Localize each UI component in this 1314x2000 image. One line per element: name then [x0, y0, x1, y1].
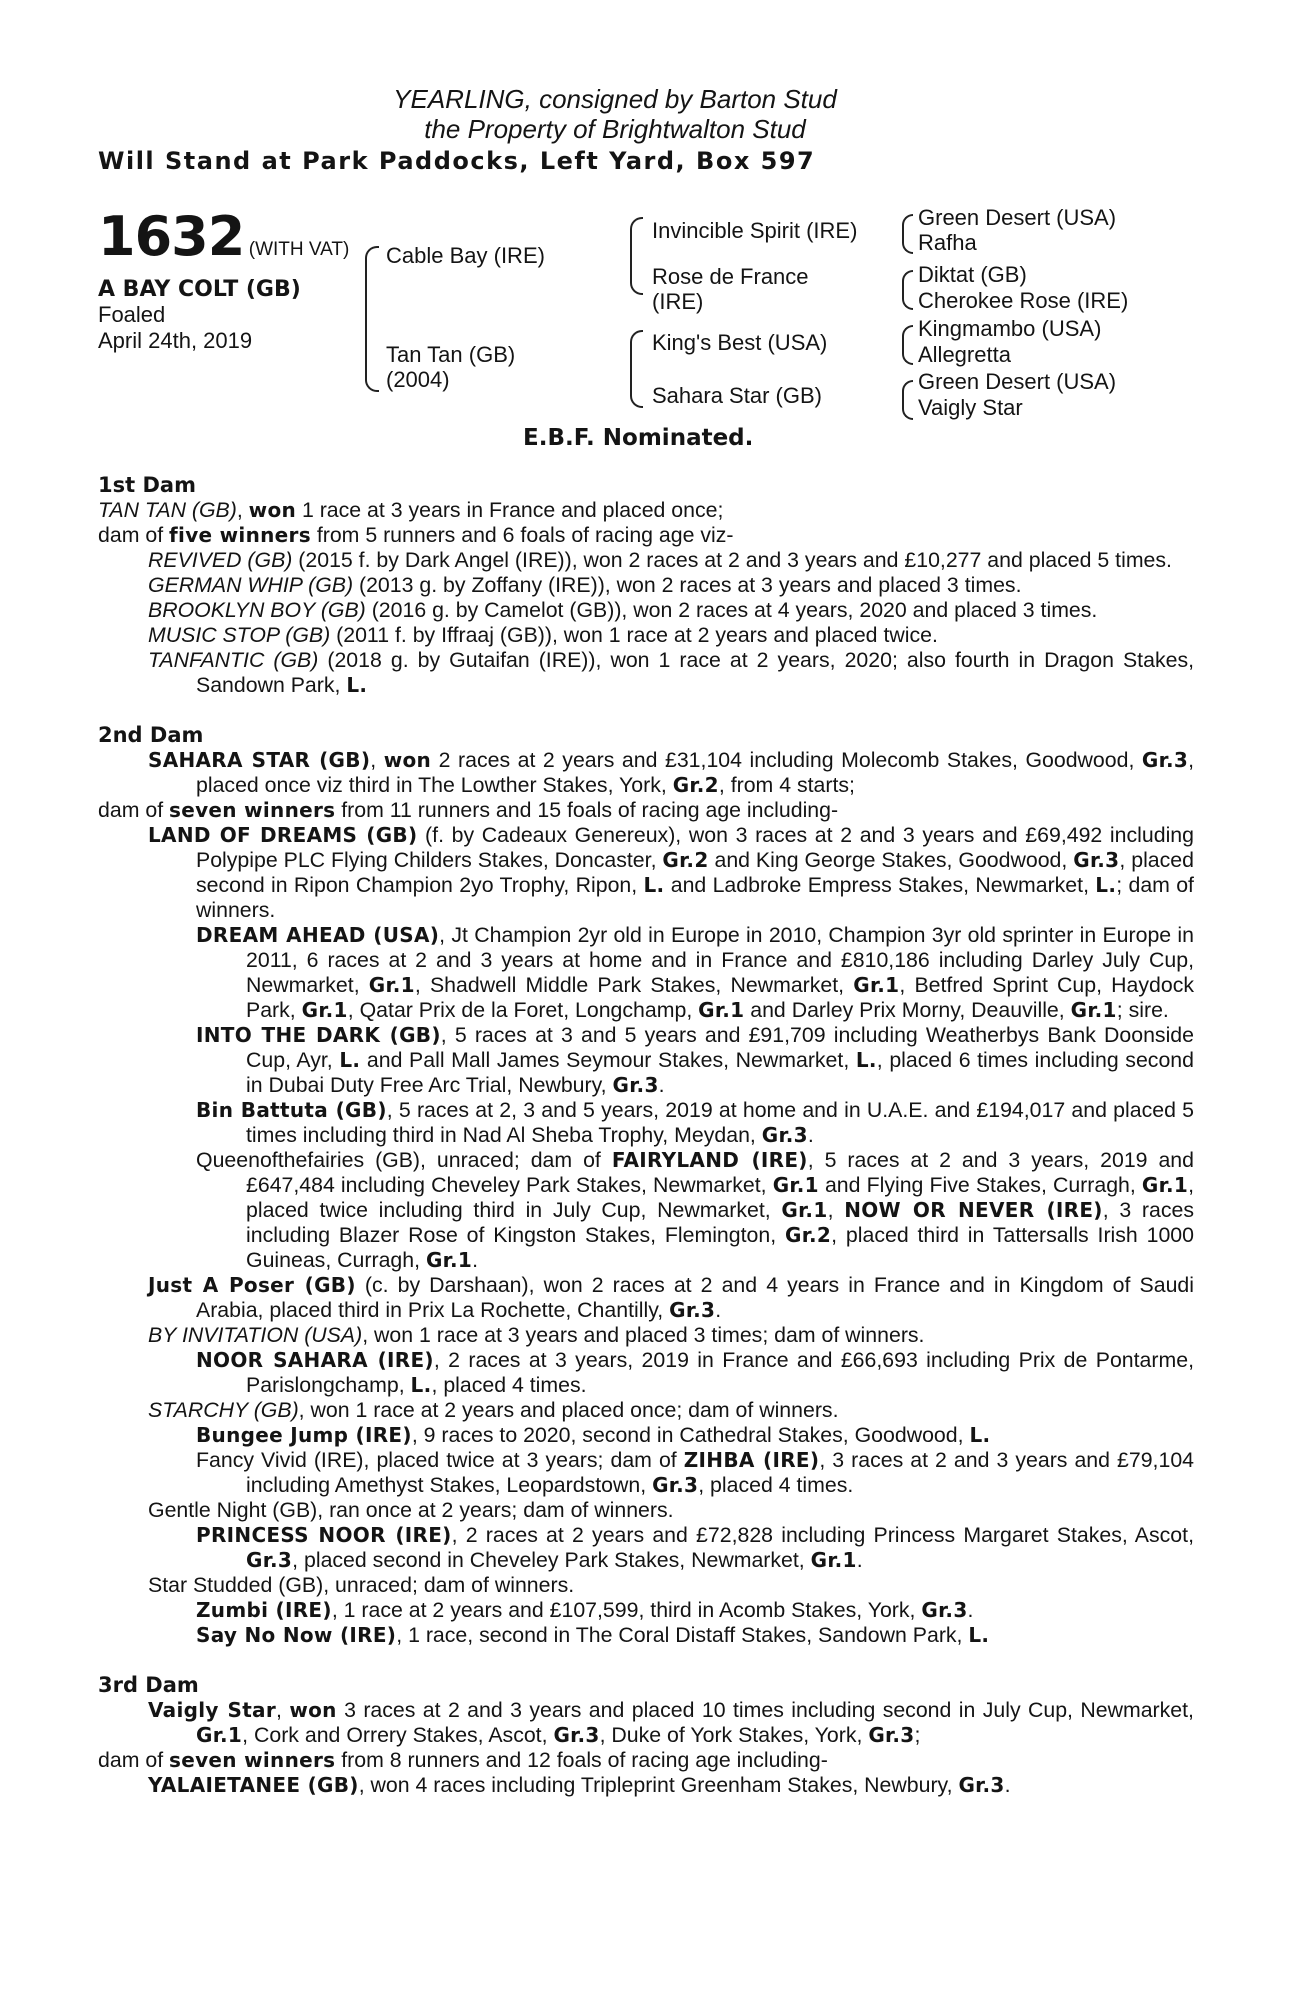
- bold-run: won: [248, 498, 297, 522]
- bold-run: Gr.3: [1073, 848, 1120, 872]
- sire-dam-line-1: Rose de France: [652, 264, 809, 289]
- text-run: , 1 race at 2 years and £107,599, third in Acomb Stakes, York,: [331, 1598, 922, 1622]
- bold-run: Vaigly Star: [148, 1698, 277, 1722]
- text-run: , 1 race, second in The Coral Distaff Stakes, Sandown Park,: [396, 1623, 969, 1647]
- bold-run: Gr.3: [761, 1123, 808, 1147]
- text-run: , 9 races to 2020, second in Cathedral Stakes, Goodwood,: [411, 1423, 970, 1447]
- bold-run: Gr.3: [246, 1548, 293, 1572]
- text-run: , Shadwell Middle Park Stakes, Newmarket,: [414, 973, 854, 997]
- record-paragraph: [98, 548, 1194, 573]
- text-run: and King George Stakes, Goodwood,: [708, 848, 1074, 872]
- italic-run: STARCHY (GB): [148, 1398, 299, 1422]
- record-paragraph: [98, 1348, 1194, 1398]
- record-paragraph: [98, 798, 1194, 823]
- sire-dam-dam: Cherokee Rose (IRE): [918, 288, 1129, 313]
- record-paragraph: [98, 823, 1194, 923]
- bold-run: L.: [410, 1373, 432, 1397]
- text-run: , won 1 race at 2 years and placed once; dam of winners.: [298, 1398, 839, 1422]
- bold-run: Gr.3: [921, 1598, 968, 1622]
- bold-run: Gr.1: [196, 1723, 243, 1747]
- text-run: .: [658, 1073, 665, 1097]
- bold-run: Gr.1: [301, 998, 348, 1022]
- header-line-2: the Property of Brightwalton Stud: [424, 114, 806, 144]
- bold-run: Gr.3: [553, 1723, 600, 1747]
- text-run: .: [1004, 1773, 1011, 1797]
- record-paragraph: [98, 1098, 1194, 1148]
- text-run: , Jt Champion 2yr old in Europe in 2010, Champion 3yr old sprinter in Europe in 2011, 6 races at 2 and 3 years at home and in France and £810,186 including Darley July Cup, Newmarket,: [246, 923, 1194, 997]
- text-run: dam of: [98, 798, 170, 822]
- vat-note: (WITH VAT): [248, 239, 350, 260]
- text-run: (f. by Cadeaux Genereux), won 3 races at 2 and 3 years and £69,492 including Polypipe PLC Flying Childers Stakes, Doncaster,: [196, 823, 1194, 872]
- bold-run: Gr.1: [810, 1548, 857, 1572]
- text-run: dam of: [98, 1748, 170, 1772]
- text-run: 1 race at 3 years in France and placed once;: [296, 498, 724, 522]
- record-paragraph: [98, 1698, 1194, 1748]
- text-run: , 2 races at 2 years and £72,828 including Princess Margaret Stakes, Ascot,: [451, 1523, 1194, 1547]
- sire-sire-sire: Green Desert (USA): [918, 205, 1117, 230]
- bold-run: ZIHBA (IRE): [683, 1448, 820, 1472]
- text-run: (2016 g. by Camelot (GB)), won 2 races at 4 years, 2020 and placed 3 times.: [365, 598, 1098, 622]
- bold-run: SAHARA STAR (GB): [148, 748, 371, 772]
- record-paragraph: [98, 573, 1194, 598]
- text-run: 3 races at 2 and 3 years and placed 10 times including second in July Cup, Newmarket,: [336, 1698, 1194, 1722]
- second-dam-heading: 2nd Dam: [98, 723, 204, 747]
- text-run: dam of: [98, 523, 170, 547]
- bold-run: L.: [643, 873, 665, 897]
- sire: Cable Bay (IRE): [386, 243, 545, 268]
- record-paragraph: [98, 498, 1194, 523]
- bold-run: L.: [1095, 873, 1117, 897]
- text-run: from 5 runners and 6 foals of racing age viz-: [310, 523, 734, 547]
- record-paragraph: [98, 623, 1194, 648]
- text-run: , 3 races at 2 and 3 years and £79,104 including Amethyst Stakes, Leopardstown,: [246, 1448, 1195, 1497]
- text-run: , placed twice including third in July Cup, Newmarket,: [246, 1173, 1194, 1222]
- bold-run: Gr.1: [1070, 998, 1117, 1022]
- italic-run: REVIVED (GB): [148, 548, 293, 572]
- text-run: (c. by Darshaan), won 2 races at 2 and 4 years in France and in Kingdom of Saudi Arabia, placed third in Prix La Rochette, Chantilly,: [196, 1273, 1194, 1322]
- bold-run: seven winners: [169, 798, 336, 822]
- text-run: Queenofthefairies (GB), unraced; dam of: [196, 1148, 612, 1172]
- dam-sire: King's Best (USA): [652, 330, 828, 355]
- sire-dam-line-2: (IRE): [652, 289, 704, 314]
- dam-dam-dam: Vaigly Star: [918, 395, 1023, 420]
- bold-run: Gr.1: [1141, 1173, 1189, 1197]
- bold-run: Gr.3: [1141, 748, 1189, 772]
- text-run: , 5 races at 2 and 3 years, 2019 and £647,484 including Cheveley Park Stakes, Newmarket,: [246, 1148, 1194, 1197]
- dam-parents-bracket: [630, 330, 643, 408]
- record-paragraph: [98, 1523, 1194, 1573]
- text-run: , 5 races at 3 and 5 years and £91,709 including Weatherbys Bank Doonside Cup, Ayr,: [246, 1023, 1194, 1072]
- record-paragraph: [98, 1323, 1194, 1348]
- dam-dam-sire: Green Desert (USA): [918, 369, 1117, 394]
- record-paragraph: [98, 1148, 1194, 1273]
- bold-run: L.: [346, 673, 368, 697]
- dam-sire-dam: Allegretta: [918, 342, 1011, 367]
- sire-dam-sire: Diktat (GB): [918, 262, 1027, 287]
- text-run: , placed 4 times.: [698, 1473, 854, 1497]
- text-run: , placed 4 times.: [431, 1373, 587, 1397]
- record-paragraph: [98, 648, 1194, 698]
- text-run: , 5 races at 2, 3 and 5 years, 2019 at home and in U.A.E. and £194,017 and placed 5 times including third in Nad Al Sheba Trophy, Meydan,: [246, 1098, 1194, 1147]
- bracket-dd: [902, 380, 913, 420]
- sire-parents-bracket: [630, 217, 643, 295]
- text-run: (2011 f. by Iffraaj (GB)), won 1 race at 2 years and placed twice.: [330, 623, 938, 647]
- text-run: 2 races at 2 years and £31,104 including Molecomb Stakes, Goodwood,: [431, 748, 1142, 772]
- bold-run: Just A Poser (GB): [148, 1273, 356, 1297]
- bold-run: Gr.1: [368, 973, 415, 997]
- text-run: ; dam of winners.: [196, 873, 1194, 922]
- record-paragraph: [98, 1623, 1194, 1648]
- record-paragraph: [98, 598, 1194, 623]
- bold-run: FAIRYLAND (IRE): [611, 1148, 808, 1172]
- bold-run: L.: [968, 1623, 990, 1647]
- stand-location: Will Stand at Park Paddocks, Left Yard, Box 597: [98, 147, 816, 175]
- record-paragraph: [98, 1423, 1194, 1448]
- text-run: .: [715, 1298, 722, 1322]
- record-paragraph: [98, 1448, 1194, 1498]
- bold-run: INTO THE DARK (GB): [196, 1023, 441, 1047]
- bold-run: NOW OR NEVER (IRE): [844, 1198, 1103, 1222]
- ebf-nominated: E.B.F. Nominated.: [523, 425, 754, 451]
- italic-run: TANFANTIC (GB): [148, 648, 319, 672]
- bold-run: Gr.1: [772, 1173, 819, 1197]
- record-paragraph: [98, 1023, 1194, 1098]
- sire-dam-bracket: [365, 246, 379, 392]
- bold-run: L.: [855, 1048, 877, 1072]
- text-run: ,: [276, 1698, 290, 1722]
- text-run: ; sire.: [1116, 998, 1169, 1022]
- bold-run: Gr.1: [853, 973, 900, 997]
- text-run: (2013 g. by Zoffany (IRE)), won 2 races at 3 years and placed 3 times.: [353, 573, 1022, 597]
- bold-run: L.: [339, 1048, 361, 1072]
- italic-run: MUSIC STOP (GB): [148, 623, 331, 647]
- text-run: , won 4 races including Tripleprint Greenham Stakes, Newbury,: [358, 1773, 959, 1797]
- bold-run: Gr.1: [698, 998, 745, 1022]
- text-run: , Cork and Orrery Stakes, Ascot,: [242, 1723, 554, 1747]
- bracket-ds: [902, 325, 913, 365]
- bold-run: Gr.3: [612, 1073, 659, 1097]
- text-run: .: [856, 1548, 863, 1572]
- text-run: .: [807, 1123, 814, 1147]
- bold-run: Gr.3: [669, 1298, 716, 1322]
- text-run: ,: [370, 748, 384, 772]
- record-paragraph: [98, 748, 1194, 798]
- text-run: Fancy Vivid (IRE), placed twice at 3 years; dam of: [196, 1448, 684, 1472]
- text-run: (2015 f. by Dark Angel (IRE)), won 2 races at 2 and 3 years and £10,277 and placed 5 times.: [292, 548, 1172, 572]
- record-paragraph: [98, 1398, 1194, 1423]
- text-run: , placed second in Cheveley Park Stakes, Newmarket,: [292, 1548, 811, 1572]
- text-run: , placed third in Tattersalls Irish 1000 Guineas, Curragh,: [246, 1223, 1194, 1272]
- dam: Tan Tan (GB): [386, 342, 516, 367]
- bold-run: DREAM AHEAD (USA): [196, 923, 440, 947]
- lot-block: [98, 205, 349, 268]
- bracket-ss: [902, 214, 913, 254]
- text-run: and Flying Five Stakes, Curragh,: [818, 1173, 1142, 1197]
- produce-record: [98, 473, 1194, 1798]
- text-run: , won 1 race at 3 years and placed 3 times; dam of winners.: [362, 1323, 925, 1347]
- bold-run: Gr.3: [958, 1773, 1005, 1797]
- dam-sire-sire: Kingmambo (USA): [918, 316, 1102, 341]
- sire-sire: Invincible Spirit (IRE): [652, 218, 858, 243]
- first-dam-paras: [98, 498, 1194, 698]
- text-run: , placed 6 times including second in Dubai Duty Free Arc Trial, Newbury,: [246, 1048, 1194, 1097]
- text-run: , 3 races including Blazer Rose of Kingston Stakes, Flemington,: [246, 1198, 1194, 1247]
- text-run: Gentle Night (GB), ran once at 2 years; dam of winners.: [148, 1498, 674, 1522]
- bold-run: Gr.1: [425, 1248, 473, 1272]
- text-run: , Duke of York Stakes, York,: [599, 1723, 869, 1747]
- text-run: , placed once viz third in The Lowther Stakes, York,: [196, 748, 1194, 797]
- second-dam-paras: [98, 748, 1194, 1648]
- text-run: .: [967, 1598, 974, 1622]
- text-run: Star Studded (GB), unraced; dam of winners.: [148, 1573, 575, 1597]
- bold-run: Say No Now (IRE): [196, 1623, 397, 1647]
- bold-run: Gr.1: [781, 1198, 828, 1222]
- bold-run: Bin Battuta (GB): [196, 1098, 387, 1122]
- italic-run: BROOKLYN BOY (GB): [148, 598, 366, 622]
- header-line-1: YEARLING, consigned by Barton Stud: [393, 84, 837, 114]
- bold-run: PRINCESS NOOR (IRE): [196, 1523, 452, 1547]
- record-paragraph: [98, 1273, 1194, 1323]
- text-run: .: [472, 1248, 479, 1272]
- bold-run: Zumbi (IRE): [196, 1598, 332, 1622]
- text-run: , Betfred Sprint Cup, Haydock Park,: [246, 973, 1194, 1022]
- bracket-sd: [902, 270, 913, 310]
- foaled-date: April 24th, 2019: [98, 328, 253, 353]
- bold-run: LAND OF DREAMS (GB): [148, 823, 418, 847]
- text-run: , Qatar Prix de la Foret, Longchamp,: [347, 998, 699, 1022]
- third-dam-heading: 3rd Dam: [98, 1673, 199, 1697]
- dam-dam: Sahara Star (GB): [652, 383, 822, 408]
- bold-run: Gr.3: [652, 1473, 699, 1497]
- italic-run: BY INVITATION (USA): [148, 1323, 363, 1347]
- bold-run: Gr.3: [868, 1723, 915, 1747]
- first-dam-heading: 1st Dam: [98, 473, 196, 497]
- record-paragraph: [98, 1598, 1194, 1623]
- text-run: and Ladbroke Empress Stakes, Newmarket,: [664, 873, 1096, 897]
- third-dam-paras: [98, 1698, 1194, 1798]
- text-run: and Pall Mall James Seymour Stakes, Newmarket,: [360, 1048, 856, 1072]
- text-run: ;: [914, 1723, 921, 1747]
- foaled-label: Foaled: [98, 302, 166, 327]
- record-paragraph: [98, 523, 1194, 548]
- text-run: (2018 g. by Gutaifan (IRE)), won 1 race at 2 years, 2020; also fourth in Dragon Stakes, Sandown Park,: [196, 648, 1195, 697]
- bold-run: five winners: [169, 523, 311, 547]
- bold-run: seven winners: [169, 1748, 336, 1772]
- text-run: ,: [827, 1198, 845, 1222]
- bold-run: Bungee Jump (IRE): [196, 1423, 412, 1447]
- bold-run: Gr.2: [672, 773, 719, 797]
- bold-run: Gr.2: [785, 1223, 832, 1247]
- record-paragraph: [98, 1748, 1194, 1773]
- text-run: from 8 runners and 12 foals of racing age including-: [335, 1748, 828, 1772]
- bold-run: L.: [969, 1423, 991, 1447]
- text-run: from 11 runners and 15 foals of racing age including-: [335, 798, 839, 822]
- bold-run: won: [383, 748, 432, 772]
- bold-run: won: [289, 1698, 337, 1722]
- text-run: , from 4 starts;: [718, 773, 855, 797]
- italic-run: TAN TAN (GB): [98, 498, 237, 522]
- text-run: and Darley Prix Morny, Deauville,: [744, 998, 1071, 1022]
- record-paragraph: [98, 1573, 1194, 1598]
- record-paragraph: [98, 923, 1194, 1023]
- bold-run: YALAIETANEE (GB): [148, 1773, 359, 1797]
- record-paragraph: [98, 1773, 1194, 1798]
- bold-run: NOOR SAHARA (IRE): [196, 1348, 434, 1372]
- text-run: ,: [236, 498, 249, 522]
- dam-year: (2004): [386, 367, 450, 392]
- sire-sire-dam: Rafha: [918, 230, 977, 255]
- record-paragraph: [98, 1498, 1194, 1523]
- lot-number: 1632: [98, 205, 245, 268]
- colt-name: A BAY COLT (GB): [98, 277, 301, 302]
- text-run: , placed second in Ripon Champion 2yo Trophy, Ripon,: [196, 848, 1194, 897]
- italic-run: GERMAN WHIP (GB): [148, 573, 354, 597]
- text-run: , 2 races at 3 years, 2019 in France and £66,693 including Prix de Pontarme, Parislongchamp,: [246, 1348, 1194, 1397]
- bold-run: Gr.2: [662, 848, 709, 872]
